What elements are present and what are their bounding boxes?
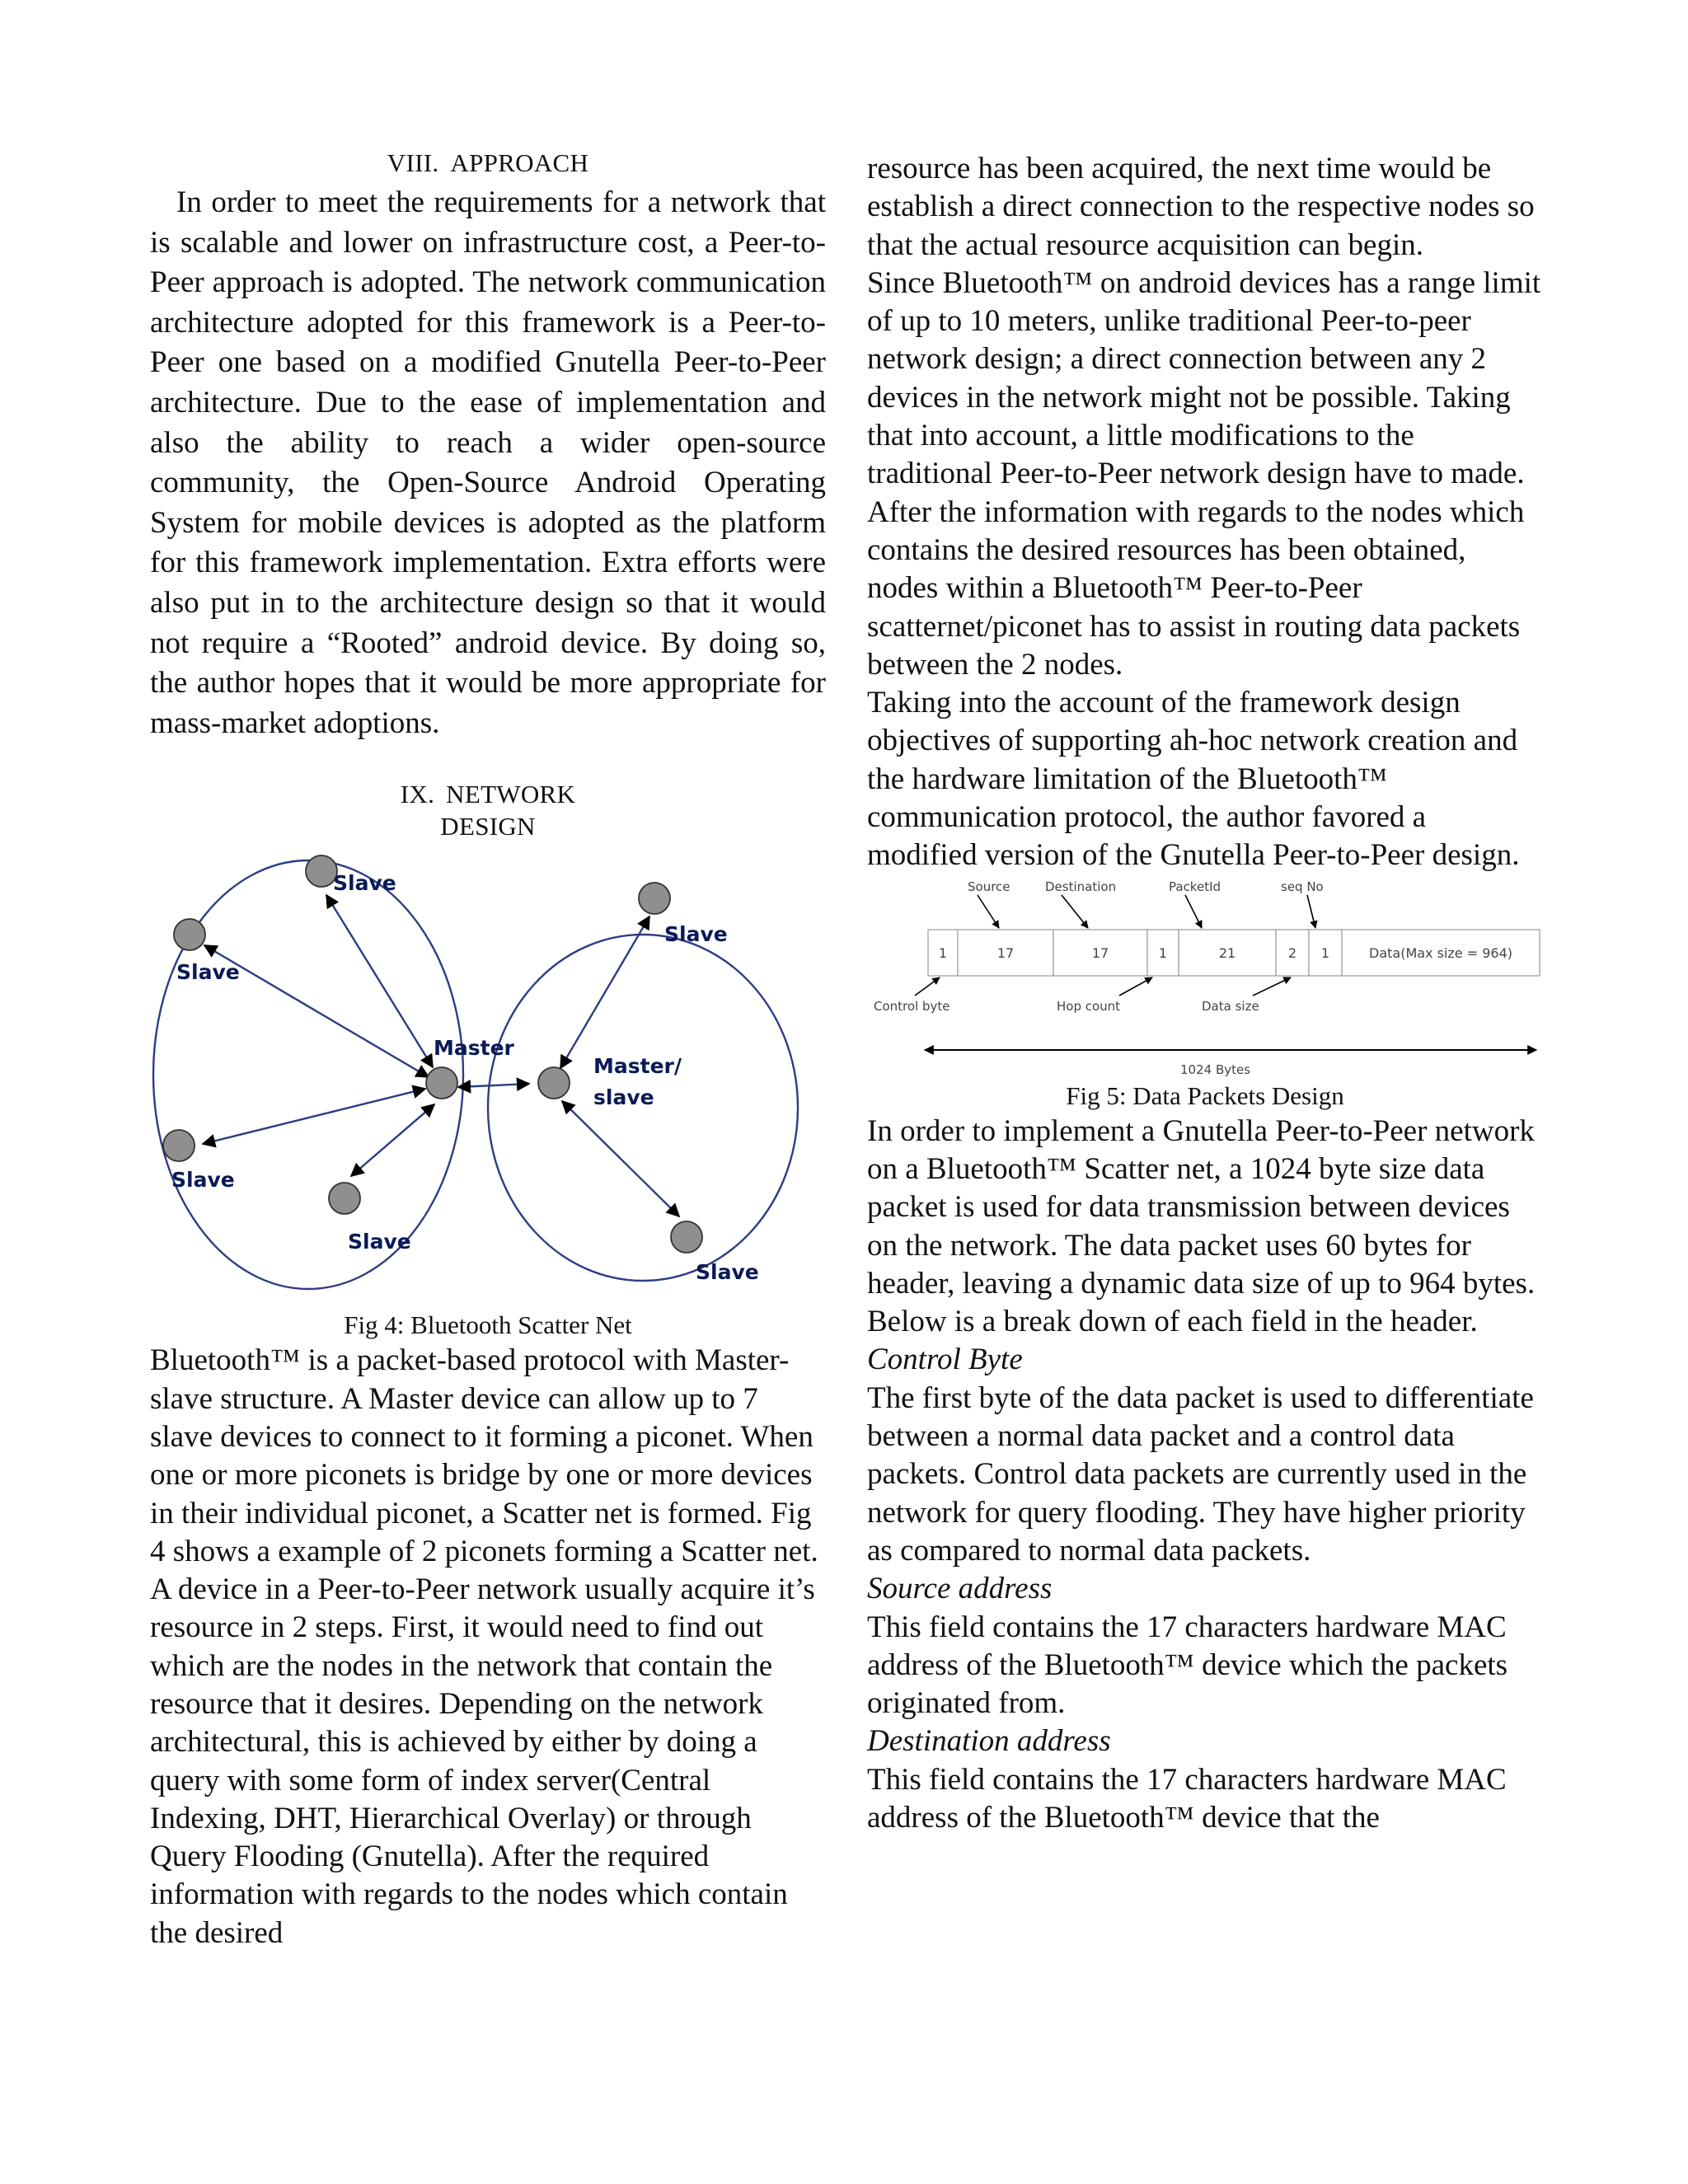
arrow-source bbox=[978, 895, 999, 928]
arrow-data-size bbox=[1253, 977, 1291, 996]
arrow-control-byte bbox=[915, 977, 940, 996]
arrow-destination bbox=[1062, 895, 1088, 928]
arrow-seqno bbox=[1307, 895, 1315, 928]
label-master: Master bbox=[434, 1036, 514, 1061]
cell-text-packetid: 21 bbox=[1218, 944, 1236, 961]
link-master-bridge bbox=[458, 1084, 529, 1087]
label-hop-count: Hop count bbox=[1057, 998, 1121, 1014]
label-slave-bottom-left: Slave bbox=[171, 1168, 235, 1193]
section-heading-network-design: IX. NETWORK DESIGN bbox=[400, 780, 576, 841]
device-acquisition-paragraph: A device in a Peer-to-Peer network usually acquire it’s resource in 2 steps. First, it would need to find out which are the nodes in the network that contain the resource that it desires. Depending on the network architectural, this is achieved by either by doing a query with some form of index server(Central Indexing, DHT, Hierarchical Overlay) or through Query Flooding (Gnutella). After the required information with regards to the nodes which contain the desired bbox=[150, 1572, 815, 1950]
cell-text-seqno: 1 bbox=[1320, 944, 1330, 961]
cell-text-datasize: 2 bbox=[1287, 944, 1297, 961]
label-destination: Destination bbox=[1045, 879, 1117, 894]
node-slave-bottom-left bbox=[163, 1130, 195, 1161]
range-limit-paragraph: Since Bluetooth™ on android devices has a range limit of up to 10 meters, unlike traditional Peer-to-peer network design; a direct connection between any 2 devices in the network might not be possible. Taking that into account, a little modifications to the traditional Peer-to-Peer network design have to made. bbox=[867, 265, 1541, 491]
bluetooth-paragraph: Bluetooth™ is a packet-based protocol with Master-slave structure. A Master device can allow up to 7 slave devices to connect to it forming a piconet. When one or more piconets is bridge by one or more devices in their individual piconet, a Scatter net is formed. Fig 4 shows a example of 2 piconets forming a Scatter net. bbox=[150, 1343, 818, 1568]
design-choice-paragraph: Taking into the account of the framework design objectives of supporting ah-hoc network creation and the hardware limitation of the Bluetooth™ communication protocol, the author favored a modified version of the Gnutella Peer-to-Peer design. bbox=[867, 686, 1520, 873]
subheading-destination-address: Destination address bbox=[867, 1724, 1111, 1759]
section-heading-approach: VIII. APPROACH bbox=[387, 148, 589, 177]
cell-text-source: 17 bbox=[996, 944, 1015, 961]
cell-text-destination: 17 bbox=[1091, 944, 1109, 961]
control-byte-paragraph: The first byte of the data packet is used to differentiate between a normal data packet and a control data packets. Control data packets are currently used in the network for query flooding. They have higher priority as compared to normal data packets. bbox=[867, 1380, 1534, 1568]
destination-address-paragraph: This field contains the 17 characters hardware MAC address of the Bluetooth™ device that the bbox=[867, 1762, 1507, 1835]
label-slave-top-right: Slave bbox=[664, 922, 728, 947]
node-slave-bottom-right bbox=[671, 1221, 702, 1253]
approach-paragraph: In order to meet the requirements for a network that is scalable and lower on infrastructure cost, a Peer-to-Peer approach is adopted. The network communication architecture adopted for this framework is a Peer-to-Peer one based on a modified Gnutella Peer-to-Peer architecture. Due to the ease of implementation and also the ability to reach a wider open-source community, the Open-Source Android Operating System for mobile devices is adopted as the platform for this framework implementation. Extra efforts were also put in to the architecture design so that it would not require a “Rooted” android device. By doing so, the author hopes that it would be more appropriate for mass-market adoptions. bbox=[150, 185, 826, 740]
link-master-slave-bottom bbox=[351, 1104, 434, 1176]
subheading-control-byte: Control Byte bbox=[867, 1343, 1023, 1377]
label-total-bytes: 1024 Bytes bbox=[1180, 1062, 1251, 1077]
label-slave-top: Slave bbox=[333, 871, 396, 896]
bluetooth-scatter-net-figure bbox=[150, 842, 826, 1304]
fig4-caption: Fig 4: Bluetooth Scatter Net bbox=[344, 1310, 632, 1340]
label-seqno: seq No bbox=[1281, 879, 1324, 894]
node-master-slave bbox=[538, 1067, 570, 1099]
label-master-slave-1: Master/ bbox=[593, 1054, 682, 1079]
arrow-packetid bbox=[1185, 895, 1202, 928]
label-packetid: PacketId bbox=[1169, 879, 1221, 894]
label-slave-bottom-right: Slave bbox=[696, 1260, 759, 1285]
link-master-slave-bottom-left bbox=[203, 1089, 425, 1144]
node-slave-top-right bbox=[639, 883, 670, 914]
label-source: Source bbox=[968, 879, 1010, 894]
cell-text-control: 1 bbox=[938, 944, 948, 961]
data-packet-design-figure bbox=[867, 875, 1543, 1080]
left-column bbox=[150, 147, 826, 1952]
label-slave-bottom: Slave bbox=[348, 1230, 411, 1254]
label-master-slave-2: slave bbox=[593, 1085, 654, 1110]
node-master bbox=[426, 1067, 457, 1099]
label-data-size: Data size bbox=[1202, 998, 1259, 1014]
label-control-byte: Control byte bbox=[874, 998, 950, 1014]
subheading-source-address: Source address bbox=[867, 1572, 1053, 1606]
continuation-paragraph: resource has been acquired, the next time would be establish a direct connection to the respective nodes so that the actual resource acquisition can begin. bbox=[867, 152, 1535, 262]
node-slave-left bbox=[174, 919, 205, 950]
source-address-paragraph: This field contains the 17 characters hardware MAC address of the Bluetooth™ device which the packets originated from. bbox=[867, 1610, 1508, 1721]
cell-text-hop: 1 bbox=[1158, 944, 1168, 961]
fig5-caption: Fig 5: Data Packets Design bbox=[1066, 1080, 1344, 1110]
label-slave-left: Slave bbox=[176, 960, 240, 985]
implementation-paragraph: In order to implement a Gnutella Peer-to-Peer network on a Bluetooth™ Scatter net, a 1024 byte size data packet is used for data transmission between devices on the network. The data packet uses 60 bytes for header, leaving a dynamic data size of up to 964 bytes. Below is a break down of each field in the header. bbox=[867, 1113, 1536, 1339]
node-slave-bottom bbox=[329, 1183, 360, 1214]
arrow-hop-count bbox=[1119, 977, 1152, 996]
right-column bbox=[867, 150, 1543, 1837]
link-bridge-slave-bottom-right bbox=[562, 1101, 679, 1216]
cell-text-data: Data(Max size = 964) bbox=[1369, 944, 1512, 961]
routing-paragraph: After the information with regards to the nodes which contains the desired resources has been obtained, nodes within a Bluetooth™ Peer-to-Peer scatternet/piconet has to assist in routing data packets between the 2 nodes. bbox=[867, 494, 1525, 682]
